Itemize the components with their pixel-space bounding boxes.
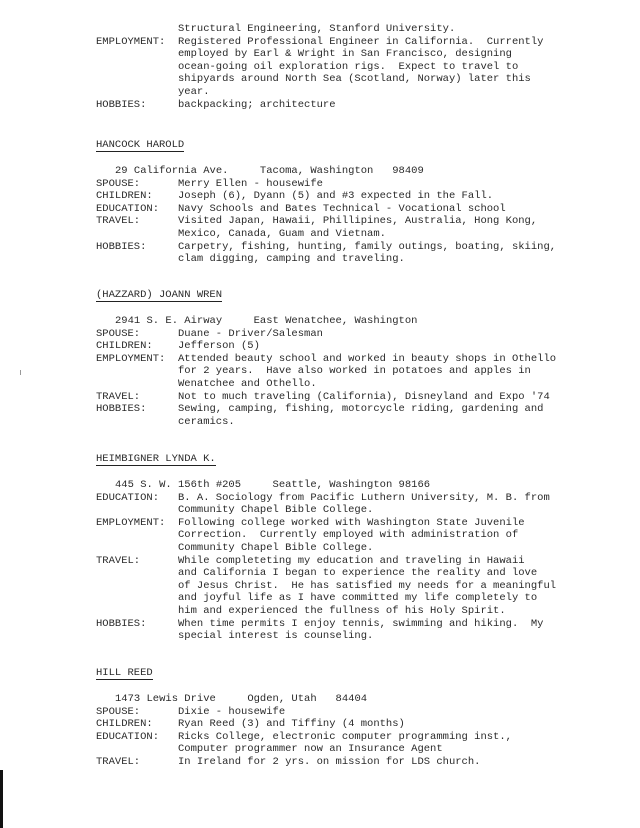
field-value xyxy=(178,706,596,719)
field-line: Following college worked with Washington State Juvenile xyxy=(178,516,525,529)
entry-address: 445 S. W. 156th #205 Seattle, Washington 98166 xyxy=(115,479,431,491)
entry-name-heading xyxy=(96,289,596,315)
field-row xyxy=(96,492,596,517)
field-label: EMPLOYMENT: xyxy=(96,352,166,365)
field-line: When time permits I enjoy tennis, swimming and hiking. My xyxy=(178,617,544,630)
field-line: Not to much traveling (California), Disneyland and Expo '74 xyxy=(178,390,550,403)
field-line: Community Chapel Bible College. xyxy=(178,541,374,554)
field-line: Wenatchee and Othello. xyxy=(178,377,317,390)
field-label: TRAVEL: xyxy=(96,215,141,228)
field-value xyxy=(178,731,596,756)
field-row xyxy=(96,178,596,191)
field-line: Computer programmer now an Insurance Agent xyxy=(178,743,443,756)
entry-name-heading xyxy=(96,453,596,479)
field-row xyxy=(96,241,596,266)
field-row xyxy=(96,353,596,391)
field-label: EDUCATION: xyxy=(96,202,160,215)
field-row xyxy=(96,756,596,769)
entry-name-heading xyxy=(96,139,596,165)
field-value xyxy=(178,555,596,618)
field-value xyxy=(178,618,596,643)
field-line: Community Chapel Bible College. xyxy=(178,504,374,517)
field-line: Mexico, Canada, Guam and Vietnam. xyxy=(178,227,386,240)
field-row xyxy=(96,328,596,341)
field-label: EMPLOYMENT: xyxy=(96,516,166,529)
entry-name: HILL REED xyxy=(96,667,153,679)
entry-name: HEIMBIGNER LYNDA K. xyxy=(96,453,216,465)
field-row xyxy=(96,731,596,756)
field-line: and joyful life as I have committed my life completely to xyxy=(178,592,538,605)
field-value xyxy=(178,756,596,769)
field-line: Ryan Reed (3) and Tiffiny (4 months) xyxy=(178,718,405,731)
field-label: HOBBIES: xyxy=(96,240,147,253)
field-label: SPOUSE: xyxy=(96,705,141,718)
field-row xyxy=(96,618,596,643)
field-line: of Jesus Christ. He has satisfied my needs for a meaningful xyxy=(178,579,557,592)
field-value xyxy=(178,403,596,428)
field-label: CHILDREN: xyxy=(96,190,153,203)
field-line: him and experienced the fullness of his Holy Spirit. xyxy=(178,604,506,617)
field-label: TRAVEL: xyxy=(96,755,141,768)
field-line: While completeting my education and traveling in Hawaii xyxy=(178,554,525,567)
field-line: Jefferson (5) xyxy=(178,340,260,353)
field-line: ceramics. xyxy=(178,415,235,428)
entry-hazzard xyxy=(96,289,596,428)
entry-address: 29 California Ave. Tacoma, Washington 98409 xyxy=(115,165,424,177)
field-label: SPOUSE: xyxy=(96,177,141,190)
field-line: year. xyxy=(178,85,210,98)
field-label: CHILDREN: xyxy=(96,718,153,731)
field-line: Duane - Driver/Salesman xyxy=(178,327,323,340)
field-value xyxy=(178,215,596,240)
field-row xyxy=(96,718,596,731)
field-line: Sewing, camping, fishing, motorcycle riding, gardening and xyxy=(178,403,544,416)
field-line: B. A. Sociology from Pacific Luthern University, M. B. from xyxy=(178,491,550,504)
field-line: Carpetry, fishing, hunting, family outings, boating, skiing, xyxy=(178,240,557,253)
field-label: EMPLOYMENT: xyxy=(96,35,166,48)
field-value xyxy=(178,203,596,216)
scan-speck xyxy=(20,370,21,375)
field-label xyxy=(96,23,178,36)
field-row xyxy=(96,391,596,404)
field-line: employed by Earl & Wright in San Francisco, designing xyxy=(178,48,512,61)
field-row xyxy=(96,517,596,555)
field-row xyxy=(96,36,596,99)
field-label: CHILDREN: xyxy=(96,340,153,353)
field-value xyxy=(178,190,596,203)
entry-name: (HAZZARD) JOANN WREN xyxy=(96,289,223,301)
field-line: Ricks College, electronic computer programming inst., xyxy=(178,730,512,743)
field-value xyxy=(178,178,596,191)
field-label: HOBBIES: xyxy=(96,617,147,630)
field-line: Correction. Currently employed with administration of xyxy=(178,529,519,542)
field-value xyxy=(178,23,596,36)
field-value xyxy=(178,340,596,353)
field-row xyxy=(96,23,596,36)
field-row xyxy=(96,215,596,240)
field-line: Registered Professional Engineer in California. Currently xyxy=(178,35,544,48)
field-line: Attended beauty school and worked in beauty shops in Othello xyxy=(178,352,557,365)
field-line: Merry Ellen - housewife xyxy=(178,177,323,190)
field-line: for 2 years. Have also worked in potatoes and apples in xyxy=(178,365,531,378)
field-line: Navy Schools and Bates Technical - Vocational school xyxy=(178,202,506,215)
entry-name-heading xyxy=(96,667,596,693)
field-label: TRAVEL: xyxy=(96,554,141,567)
field-label: SPOUSE: xyxy=(96,327,141,340)
field-value xyxy=(178,36,596,99)
field-row xyxy=(96,555,596,618)
field-value xyxy=(178,99,596,112)
field-row xyxy=(96,99,596,112)
field-line: clam digging, camping and traveling. xyxy=(178,253,405,266)
field-value xyxy=(178,718,596,731)
field-label: HOBBIES: xyxy=(96,98,147,111)
field-row xyxy=(96,203,596,216)
field-label: TRAVEL: xyxy=(96,390,141,403)
field-value xyxy=(178,353,596,391)
field-label: EDUCATION: xyxy=(96,730,160,743)
intro-section xyxy=(96,23,596,111)
field-line: In Ireland for 2 yrs. on mission for LDS church. xyxy=(178,755,481,768)
field-line: and California I began to experience the reality and love xyxy=(178,567,538,580)
field-row xyxy=(96,190,596,203)
field-line: Joseph (6), Dyann (5) and #3 expected in the Fall. xyxy=(178,190,494,203)
field-line: Visited Japan, Hawaii, Phillipines, Australia, Hong Kong, xyxy=(178,215,538,228)
field-row xyxy=(96,706,596,719)
entry-heimbigner xyxy=(96,453,596,643)
entry-address: 2941 S. E. Airway East Wenatchee, Washington xyxy=(115,315,418,327)
field-row xyxy=(96,403,596,428)
entry-name: HANCOCK HAROLD xyxy=(96,139,185,151)
field-label: HOBBIES: xyxy=(96,403,147,416)
field-line: special interest is counseling. xyxy=(178,630,374,643)
field-label: EDUCATION: xyxy=(96,491,160,504)
scan-edge-mark xyxy=(0,770,3,828)
field-row xyxy=(96,340,596,353)
field-value xyxy=(178,241,596,266)
field-line: Structural Engineering, Stanford University. xyxy=(178,23,456,35)
field-line: backpacking; architecture xyxy=(178,98,336,111)
field-line: Dixie - housewife xyxy=(178,705,286,718)
field-value xyxy=(178,517,596,555)
field-line: ocean-going oil exploration rigs. Expect to travel to xyxy=(178,60,519,73)
field-line: shipyards around North Sea (Scotland, Norway) later this xyxy=(178,73,531,86)
field-value xyxy=(178,391,596,404)
field-value xyxy=(178,328,596,341)
field-value xyxy=(178,492,596,517)
entry-hill xyxy=(96,667,596,769)
entry-hancock xyxy=(96,139,596,266)
entry-address: 1473 Lewis Drive Ogden, Utah 84404 xyxy=(115,693,368,705)
